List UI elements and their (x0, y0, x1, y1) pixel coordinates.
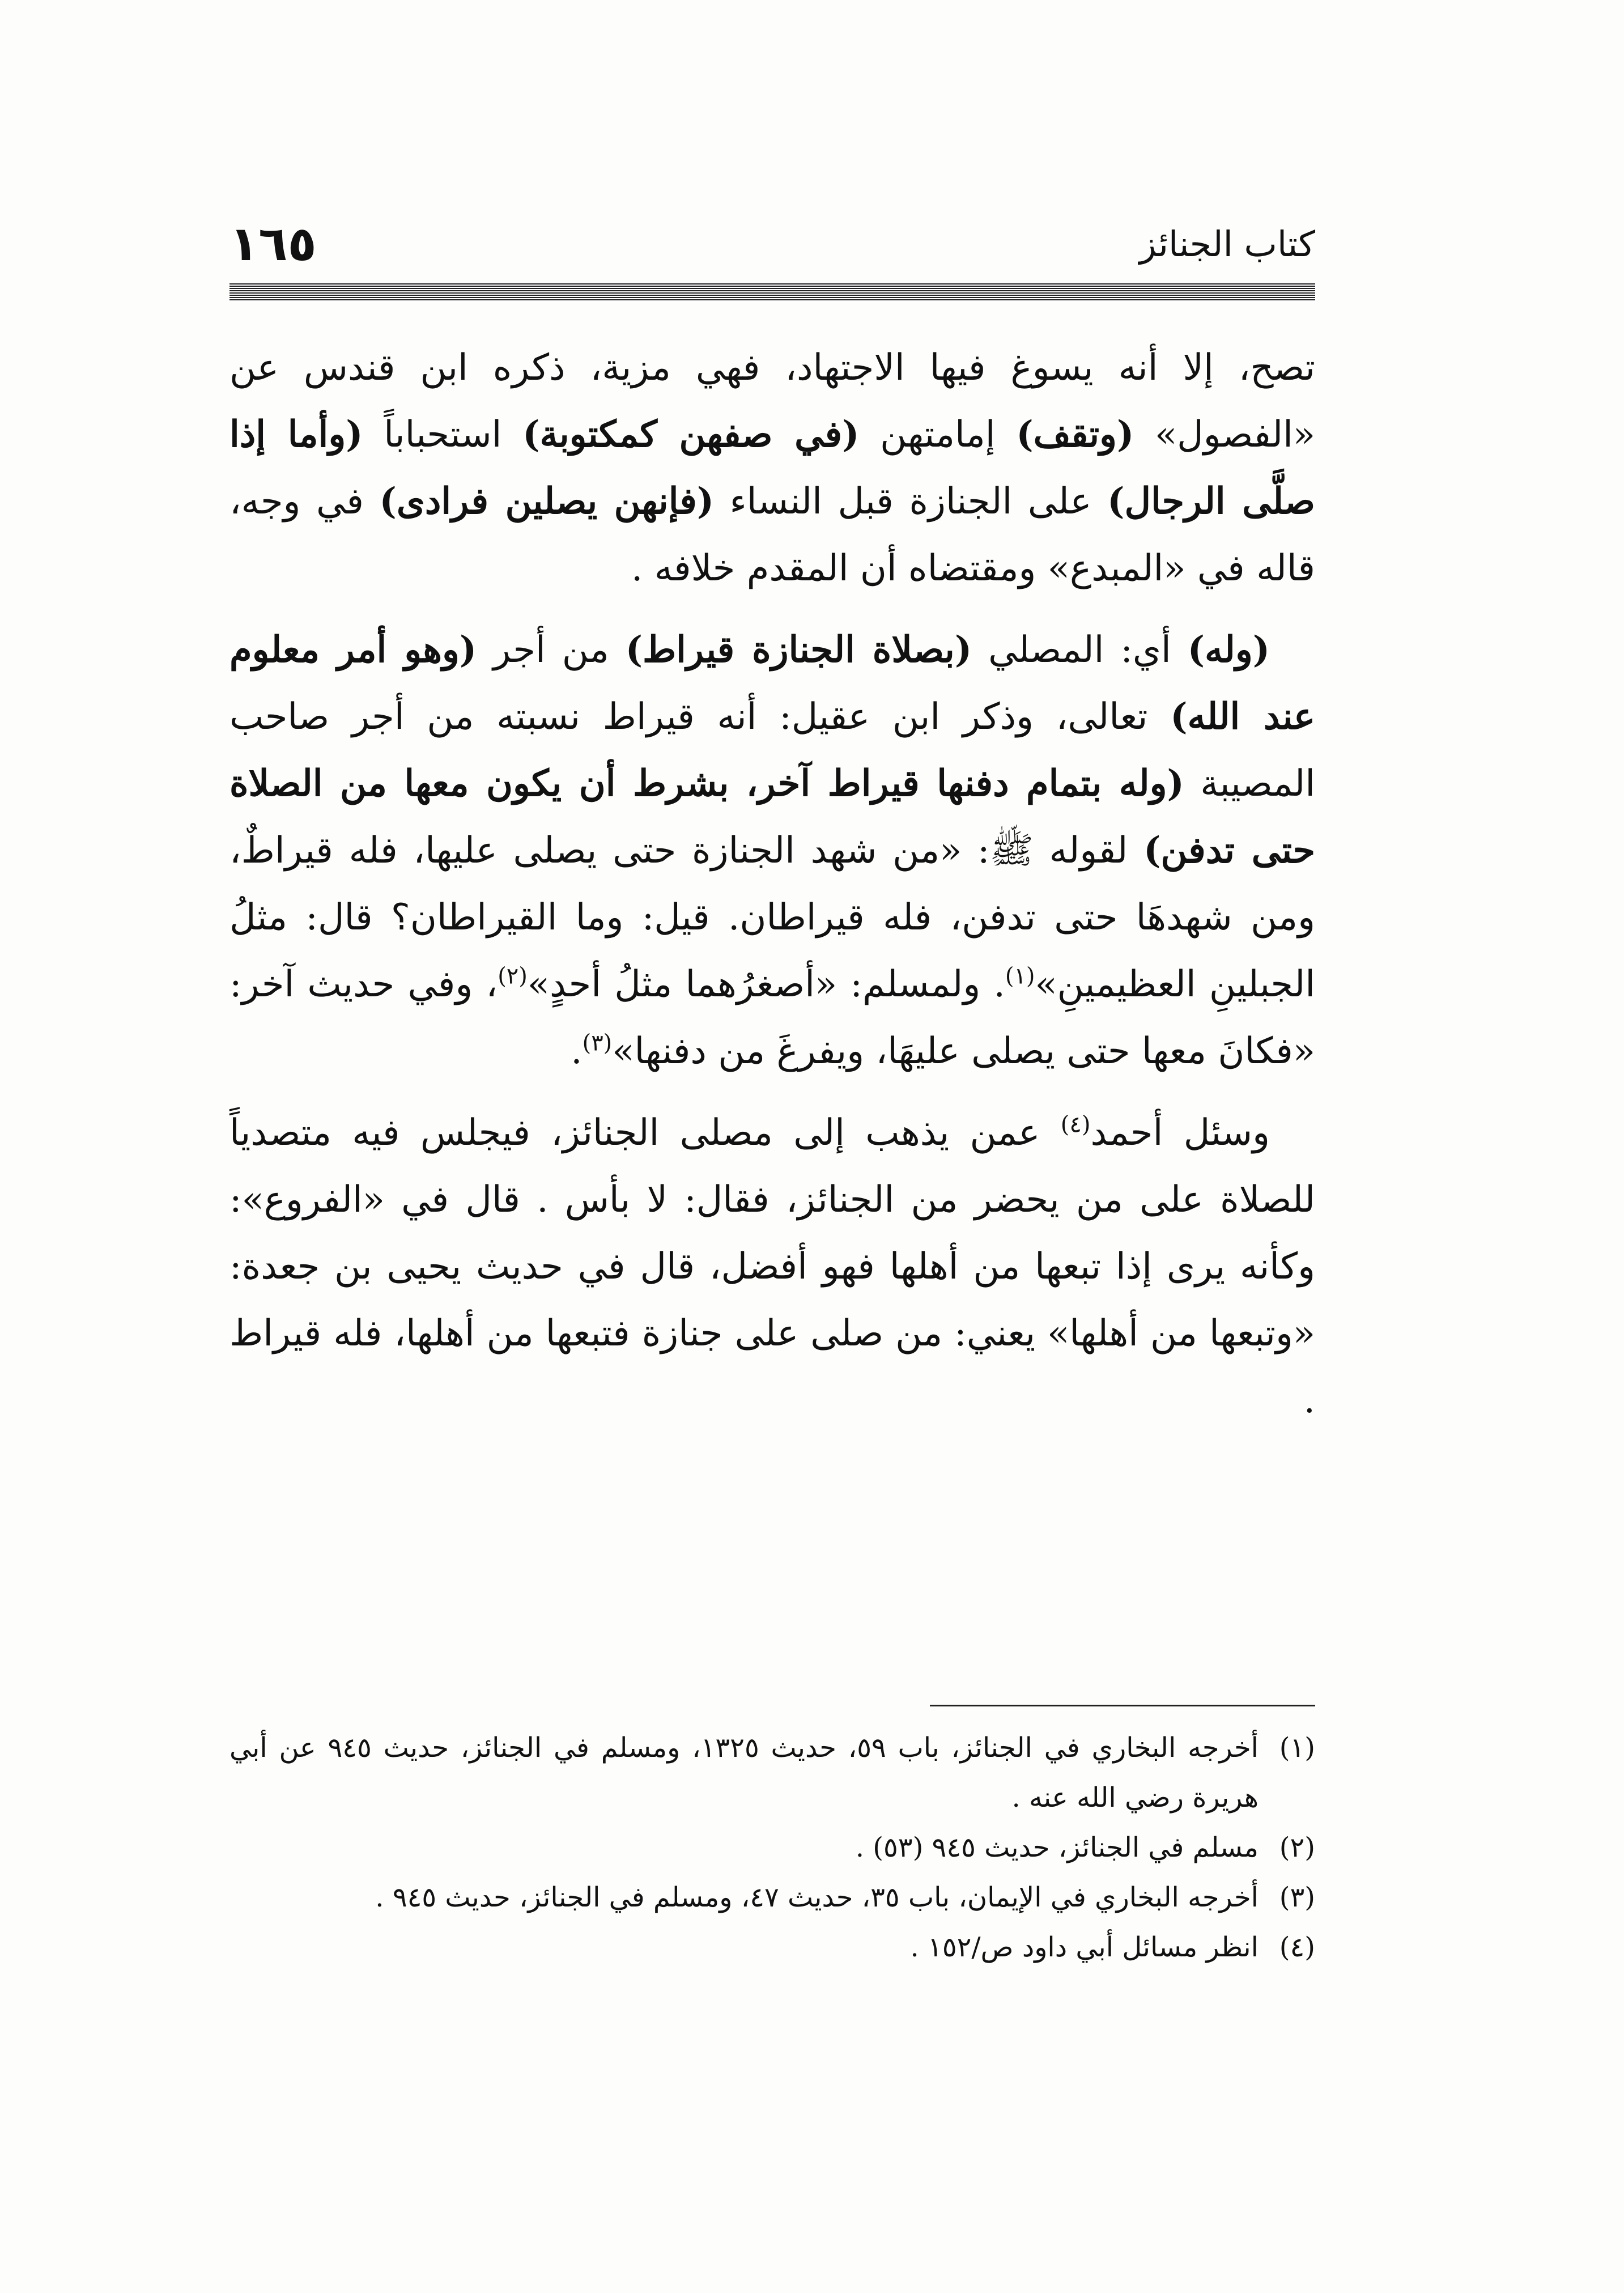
footnote-separator (930, 1705, 1315, 1706)
page-number: ١٦٥ (229, 216, 317, 271)
matn-text: (فإنهن يصلين فرادى) (379, 480, 715, 523)
footnote-reference: (٤) (1060, 1111, 1091, 1138)
sharh-text: . ولمسلم: «أصغرُهما مثلُ أحدٍ» (527, 963, 1005, 1005)
matn-text: (وتقف) (1016, 413, 1134, 456)
paragraph (229, 1099, 1315, 1434)
sharh-text: في وجه، قاله في «المبدع» ومقتضاه أن المقدم خلافه . (229, 481, 1315, 589)
header-rule (229, 283, 1315, 302)
footnote-number: (١) (1279, 1732, 1315, 1764)
page-header (229, 215, 1315, 272)
matn-text: (وله) (1187, 629, 1270, 671)
footnote-text: أخرجه البخاري في الجنائز، باب ٥٩، حديث ١٣٢٥، ومسلم في الجنائز، حديث ٩٤٥ عن أبي هريرة رضي الله عنه . (229, 1732, 1259, 1814)
footnote (229, 1723, 1315, 1823)
sharh-text: تصح، إلا أنه يسوغ فيها الاجتهاد، فهي مزية، ذكره ابن قندس عن «الفصول» (229, 347, 1316, 456)
footnote-reference: (٢) (498, 963, 528, 990)
footnote-text: مسلم في الجنائز، حديث ٩٤٥ (٥٣) . (855, 1832, 1259, 1863)
matn-text: (وأما إذا صلَّى الرجال) (229, 413, 1315, 523)
matn-text: (وهو أمر معلوم عند الله) (229, 629, 1316, 738)
paragraph (229, 617, 1315, 1085)
sharh-text: لقوله ﷺ: «من شهد الجنازة حتى يصلى عليها، فله قيراطٌ، ومن شهدهَا حتى تدفن، فله قيراطان. قيل: وما القيراطان؟ قال: مثلُ الجبلينِ العظيمينِ» (229, 830, 1316, 1005)
matn-text: (في صفهن كمكتوبة) (522, 413, 860, 456)
footnote-text: انظر مسائل أبي داود ص/١٥٢ . (910, 1931, 1259, 1963)
sharh-text: ، وفي حديث آخر: «فكانَ معها حتى يصلى عليهَا، ويفرغَ من دفنها» (229, 963, 1315, 1072)
sharh-text: على الجنازة قبل النساء (714, 481, 1108, 523)
sharh-text: . (571, 1030, 583, 1072)
footnote (229, 1823, 1315, 1872)
footnote (229, 1872, 1315, 1922)
paragraph (229, 334, 1315, 602)
footnote-number: (٤) (1279, 1931, 1315, 1963)
matn-text: (بصلاة الجنازة قيراط) (625, 629, 972, 671)
sharh-text: استحباباً (363, 414, 523, 456)
footnote-reference: (٣) (582, 1030, 613, 1056)
matn-text: (وله بتمام دفنها قيراط آخر، بشرط أن يكون معها من الصلاة حتى تدفن) (229, 762, 1316, 872)
footnotes (229, 1723, 1315, 1972)
footnote-reference: (١) (1005, 963, 1035, 990)
main-text (229, 334, 1315, 1449)
sharh-text: من أجر (477, 629, 626, 671)
sharh-text: أي: المصلي (972, 629, 1188, 671)
sharh-text: تعالى، وذكر ابن عقيل: أنه قيراط نسبته من أجر صاحب المصيبة (229, 696, 1316, 805)
sharh-text: إمامتهن (859, 414, 1017, 456)
footnote-number: (٣) (1279, 1882, 1315, 1913)
sharh-text: عمن يذهب إلى مصلى الجنائز، فيجلس فيه متصدياً للصلاة على من يحضر من الجنائز، فقال: لا بأس . قال في «الفروع»: وكأنه يرى إذا تبعها من أهلها فهو أفضل، قال في حديث يحيى بن جعدة: «وتبعها من أهلها» يعني: من صلى على جنازة فتبعها من أهلها، فله قيراط . (229, 1112, 1316, 1421)
sharh-text: وسئل أحمد (1090, 1112, 1270, 1154)
footnote-text: أخرجه البخاري في الإيمان، باب ٣٥، حديث ٤٧، ومسلم في الجنائز، حديث ٩٤٥ . (375, 1882, 1259, 1913)
footnote (229, 1922, 1315, 1972)
footnote-number: (٢) (1279, 1832, 1315, 1863)
running-title: كتاب الجنائز (1139, 223, 1315, 265)
